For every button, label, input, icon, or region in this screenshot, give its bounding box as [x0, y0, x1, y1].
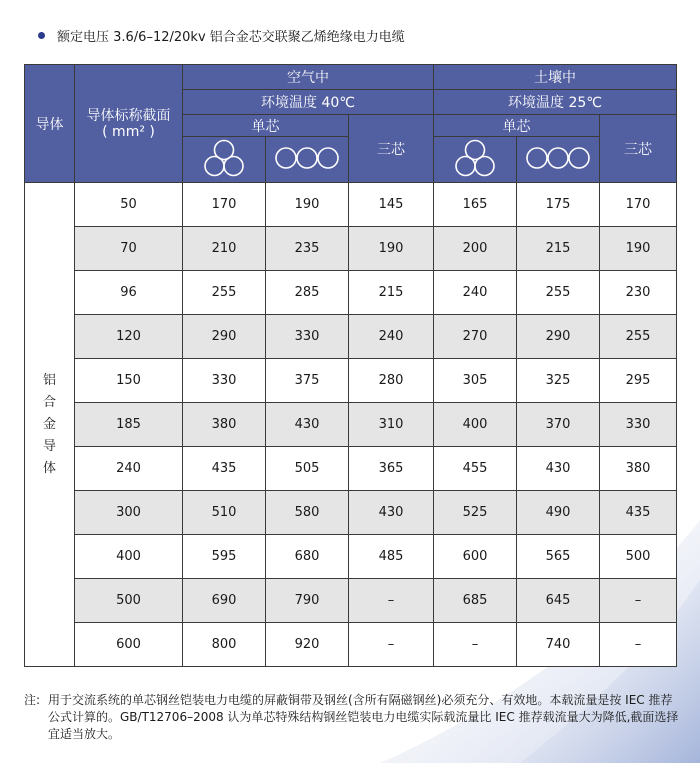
header-section-line2: ( mm² ) [102, 123, 155, 140]
ampacity-cell-air-trefoil: 380 [183, 403, 266, 447]
footnote-text: 用于交流系统的单芯钢丝铠装电力电缆的屏蔽铜带及钢丝(含所有隔磁钢丝)必须充分、有效地。本载流量是按 IEC 推荐公式计算的。GB/T12706–2008 认为单芯特殊结构钢丝铠装电力电缆实际载流量比 IEC 推荐载流量大为降低,截面选择宜适当放大。 [48, 693, 679, 741]
section-cell: 300 [75, 491, 183, 535]
ampacity-cell-air-flat: 430 [266, 403, 349, 447]
table-body [25, 183, 677, 667]
ampacity-cell-air-trefoil: 690 [183, 579, 266, 623]
ampacity-cell-soil-flat: 215 [517, 227, 600, 271]
section-cell: 400 [75, 535, 183, 579]
ampacity-cell-air-three: 485 [349, 535, 434, 579]
ampacity-cell-soil-three: 330 [600, 403, 677, 447]
conductor-type-cell [25, 183, 75, 667]
section-cell: 240 [75, 447, 183, 491]
ampacity-cell-air-flat: 285 [266, 271, 349, 315]
ampacity-cell-soil-trefoil: 270 [434, 315, 517, 359]
ampacity-cell-soil-trefoil: 525 [434, 491, 517, 535]
table-row [25, 535, 677, 579]
header-temp-soil: 环境温度 25℃ [434, 90, 677, 115]
ampacity-cell-air-trefoil: 595 [183, 535, 266, 579]
heading-text: 额定电压 3.6/6–12/20kv 铝合金芯交联聚乙烯绝缘电力电缆 [57, 30, 405, 45]
ampacity-cell-soil-trefoil: 305 [434, 359, 517, 403]
section-cell: 500 [75, 579, 183, 623]
flat-three-circles-icon [525, 146, 591, 170]
table-row [25, 359, 677, 403]
header-section-line1: 导体标称截面 [86, 107, 171, 124]
section-cell: 185 [75, 403, 183, 447]
header-conductor: 导体 [25, 65, 75, 183]
ampacity-cell-air-trefoil: 330 [183, 359, 266, 403]
ampacity-cell-soil-flat: 645 [517, 579, 600, 623]
ampacity-cell-soil-trefoil: – [434, 623, 517, 667]
heading [38, 26, 405, 45]
ampacity-cell-soil-three: – [600, 579, 677, 623]
ampacity-cell-soil-trefoil: 240 [434, 271, 517, 315]
flat-three-circles-icon [274, 146, 340, 170]
table-row [25, 271, 677, 315]
table-row [25, 315, 677, 359]
header-trefoil-air [183, 137, 266, 183]
ampacity-cell-air-trefoil: 800 [183, 623, 266, 667]
header-section [75, 65, 183, 183]
header-flat-air [266, 137, 349, 183]
footnote [24, 692, 679, 743]
ampacity-cell-soil-three: 170 [600, 183, 677, 227]
ampacity-cell-air-flat: 190 [266, 183, 349, 227]
ampacity-cell-air-trefoil: 255 [183, 271, 266, 315]
ampacity-cell-air-three: – [349, 579, 434, 623]
ampacity-cell-soil-trefoil: 455 [434, 447, 517, 491]
ampacity-cell-air-flat: 375 [266, 359, 349, 403]
ampacity-cell-soil-three: – [600, 623, 677, 667]
header-three-core-air: 三芯 [349, 115, 434, 183]
ampacity-cell-air-three: 190 [349, 227, 434, 271]
table-row [25, 183, 677, 227]
ampacity-cell-air-trefoil: 210 [183, 227, 266, 271]
ampacity-cell-air-trefoil: 290 [183, 315, 266, 359]
trefoil-three-circles-icon [451, 138, 499, 178]
ampacity-cell-soil-trefoil: 200 [434, 227, 517, 271]
ampacity-cell-soil-three: 500 [600, 535, 677, 579]
section-cell: 600 [75, 623, 183, 667]
section-cell: 120 [75, 315, 183, 359]
ampacity-cell-air-three: – [349, 623, 434, 667]
header-flat-soil [517, 137, 600, 183]
ampacity-cell-air-three: 240 [349, 315, 434, 359]
ampacity-cell-air-three: 365 [349, 447, 434, 491]
header-temp-air: 环境温度 40℃ [183, 90, 434, 115]
ampacity-cell-air-flat: 330 [266, 315, 349, 359]
section-cell: 70 [75, 227, 183, 271]
header-single-core-air: 单芯 [183, 115, 349, 137]
ampacity-cell-soil-trefoil: 400 [434, 403, 517, 447]
section-cell: 50 [75, 183, 183, 227]
ampacity-cell-air-flat: 920 [266, 623, 349, 667]
ampacity-cell-air-trefoil: 170 [183, 183, 266, 227]
conductor-type-label: 铝合金导体 [42, 372, 56, 476]
header-trefoil-soil [434, 137, 517, 183]
table-row [25, 447, 677, 491]
footnote-label: 注: [24, 693, 41, 707]
table-row [25, 623, 677, 667]
ampacity-cell-air-three: 430 [349, 491, 434, 535]
ampacity-cell-soil-flat: 370 [517, 403, 600, 447]
bullet-dot-icon [38, 32, 45, 39]
ampacity-cell-air-flat: 580 [266, 491, 349, 535]
ampacity-cell-air-three: 280 [349, 359, 434, 403]
ampacity-cell-air-flat: 790 [266, 579, 349, 623]
header-air: 空气中 [183, 65, 434, 90]
ampacity-cell-soil-flat: 290 [517, 315, 600, 359]
ampacity-cell-air-flat: 680 [266, 535, 349, 579]
ampacity-cell-soil-three: 435 [600, 491, 677, 535]
table-row [25, 579, 677, 623]
ampacity-cell-soil-three: 230 [600, 271, 677, 315]
ampacity-cell-soil-flat: 255 [517, 271, 600, 315]
ampacity-cell-soil-flat: 325 [517, 359, 600, 403]
section-cell: 96 [75, 271, 183, 315]
ampacity-cell-soil-three: 295 [600, 359, 677, 403]
ampacity-cell-air-three: 215 [349, 271, 434, 315]
table-row [25, 491, 677, 535]
ampacity-cell-soil-three: 190 [600, 227, 677, 271]
ampacity-cell-air-flat: 235 [266, 227, 349, 271]
ampacity-cell-soil-three: 380 [600, 447, 677, 491]
ampacity-cell-soil-flat: 175 [517, 183, 600, 227]
table-row [25, 403, 677, 447]
section-cell: 150 [75, 359, 183, 403]
header-three-core-soil: 三芯 [600, 115, 677, 183]
ampacity-cell-soil-trefoil: 600 [434, 535, 517, 579]
ampacity-cell-air-flat: 505 [266, 447, 349, 491]
ampacity-cell-soil-flat: 565 [517, 535, 600, 579]
trefoil-three-circles-icon [200, 138, 248, 178]
ampacity-cell-soil-flat: 430 [517, 447, 600, 491]
ampacity-cell-soil-trefoil: 165 [434, 183, 517, 227]
ampacity-cell-soil-flat: 740 [517, 623, 600, 667]
ampacity-cell-soil-three: 255 [600, 315, 677, 359]
header-single-core-soil: 单芯 [434, 115, 600, 137]
header-soil: 土壤中 [434, 65, 677, 90]
ampacity-cell-soil-flat: 490 [517, 491, 600, 535]
ampacity-cell-soil-trefoil: 685 [434, 579, 517, 623]
ampacity-table [24, 64, 677, 667]
ampacity-cell-air-three: 145 [349, 183, 434, 227]
ampacity-cell-air-trefoil: 435 [183, 447, 266, 491]
ampacity-cell-air-trefoil: 510 [183, 491, 266, 535]
ampacity-cell-air-three: 310 [349, 403, 434, 447]
table-row [25, 227, 677, 271]
